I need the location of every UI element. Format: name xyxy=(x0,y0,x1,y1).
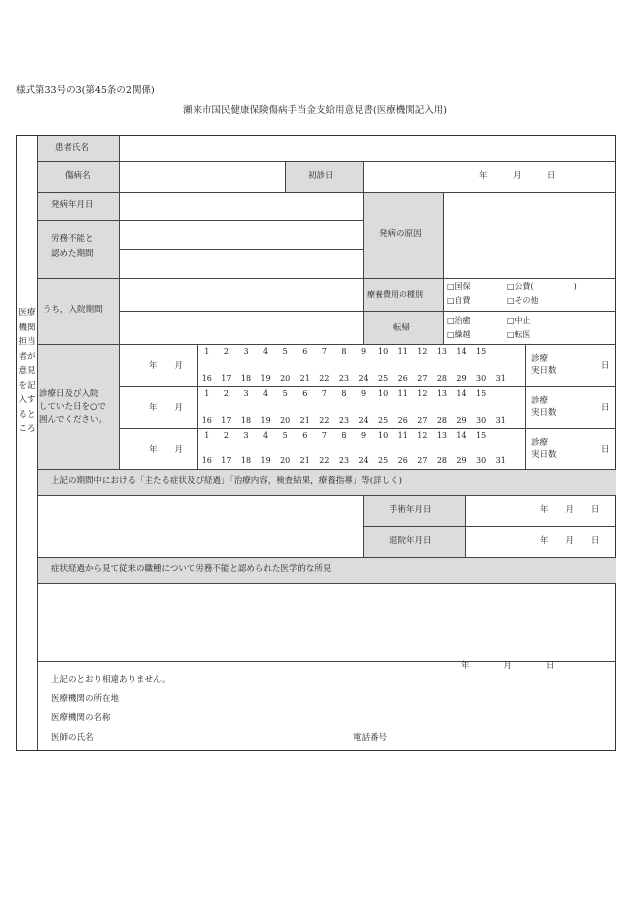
calendar-day[interactable]: 11 xyxy=(397,389,408,398)
calendar-day[interactable]: 22 xyxy=(319,374,330,383)
work-incapacity-label-2: 認めた期間 xyxy=(51,249,94,259)
calendar-day[interactable]: 3 xyxy=(243,347,249,356)
cost-option-kohi[interactable]: □公費( ) xyxy=(507,282,577,291)
calendar-instruction-3: 囲んでください。 xyxy=(39,415,108,425)
calendar-day[interactable]: 12 xyxy=(417,347,428,356)
calendar-day[interactable]: 30 xyxy=(476,374,487,383)
calendar-days-1a[interactable] xyxy=(197,347,491,356)
calendar-day[interactable]: 8 xyxy=(341,431,347,440)
onset-date-label: 発病年月日 xyxy=(51,200,94,210)
certification-date: 年 月 日 xyxy=(461,661,555,671)
calendar-instruction-1: 診療日及び入院 xyxy=(39,389,99,399)
calendar-day[interactable]: 31 xyxy=(495,416,506,425)
calendar-day[interactable]: 2 xyxy=(223,431,229,440)
calendar-day[interactable]: 17 xyxy=(221,416,232,425)
calendar-day[interactable]: 10 xyxy=(378,389,389,398)
cost-type-label: 療養費用の種別 xyxy=(367,290,423,299)
calendar-day[interactable]: 19 xyxy=(260,416,271,425)
calendar-day[interactable]: 2 xyxy=(223,347,229,356)
calendar-day[interactable]: 16 xyxy=(201,456,212,465)
calendar-day[interactable]: 23 xyxy=(338,374,350,383)
calendar-day[interactable]: 18 xyxy=(240,456,252,465)
calendar-day[interactable]: 28 xyxy=(436,374,448,383)
calendar-day[interactable]: 9 xyxy=(361,389,367,398)
calendar-day[interactable]: 20 xyxy=(280,416,291,425)
calendar-month-3: 年 月 xyxy=(149,445,184,455)
calendar-day[interactable]: 13 xyxy=(436,389,448,398)
calendar-day[interactable]: 11 xyxy=(397,431,408,440)
outcome-option-carried[interactable]: □繰越 xyxy=(447,330,471,339)
cost-option-kokuho[interactable]: □国保 xyxy=(447,282,471,291)
calendar-day[interactable]: 8 xyxy=(341,389,347,398)
calendar-days-3a[interactable] xyxy=(197,431,491,440)
side-vertical-label: 医療機関担当者が意見を記入するところ xyxy=(18,308,36,434)
form-number: 様式第33号の3(第45条の2関係) xyxy=(16,85,155,96)
calendar-days-2b[interactable] xyxy=(197,416,511,425)
actual-days-label-2b: 実日数 xyxy=(531,408,557,418)
calendar-day[interactable]: 7 xyxy=(321,431,327,440)
calendar-day[interactable]: 14 xyxy=(456,347,467,356)
calendar-day[interactable]: 7 xyxy=(321,347,327,356)
calendar-day[interactable]: 24 xyxy=(358,456,369,465)
actual-days-label-3b: 実日数 xyxy=(531,450,557,460)
calendar-day[interactable]: 31 xyxy=(495,374,506,383)
calendar-days-2a[interactable] xyxy=(197,389,491,398)
calendar-day[interactable]: 30 xyxy=(476,456,487,465)
calendar-day[interactable]: 27 xyxy=(417,456,428,465)
calendar-day[interactable]: 5 xyxy=(282,431,288,440)
actual-days-unit-2: 日 xyxy=(601,403,610,413)
calendar-day[interactable]: 15 xyxy=(476,431,487,440)
calendar-day[interactable]: 20 xyxy=(280,374,291,383)
calendar-day[interactable]: 13 xyxy=(436,431,448,440)
calendar-day[interactable]: 4 xyxy=(263,347,269,356)
calendar-day[interactable]: 15 xyxy=(476,389,487,398)
actual-days-label-1: 診療 xyxy=(531,354,549,364)
actual-days-label-1b: 実日数 xyxy=(531,366,557,376)
calendar-day[interactable]: 16 xyxy=(201,374,212,383)
calendar-day[interactable]: 16 xyxy=(201,416,212,425)
calendar-day[interactable]: 17 xyxy=(221,456,232,465)
calendar-day[interactable]: 27 xyxy=(417,374,428,383)
calendar-month-1: 年 月 xyxy=(149,361,184,371)
calendar-day[interactable]: 24 xyxy=(358,416,369,425)
calendar-day[interactable]: 23 xyxy=(338,416,350,425)
calendar-day[interactable]: 4 xyxy=(263,431,269,440)
actual-days-label-3: 診療 xyxy=(531,438,549,448)
calendar-day[interactable]: 29 xyxy=(456,456,467,465)
calendar-instruction-2: していた日を○で xyxy=(39,402,106,412)
cost-option-jihi[interactable]: □自費 xyxy=(447,296,471,305)
calendar-day[interactable]: 21 xyxy=(299,416,310,425)
calendar-day[interactable]: 29 xyxy=(456,374,467,383)
calendar-day[interactable]: 2 xyxy=(223,389,229,398)
calendar-day[interactable]: 5 xyxy=(282,389,288,398)
calendar-day[interactable]: 29 xyxy=(456,416,467,425)
form-title: 瀬来市国民健康保険傷病手当金支給用意見書(医療機関記入用) xyxy=(183,105,447,116)
calendar-day[interactable]: 6 xyxy=(302,431,308,440)
calendar-day[interactable]: 12 xyxy=(417,431,428,440)
calendar-day[interactable]: 10 xyxy=(378,431,389,440)
surgery-date-label: 手術年月日 xyxy=(389,505,432,515)
outcome-option-stopped[interactable]: □中止 xyxy=(507,316,531,325)
calendar-day[interactable]: 28 xyxy=(436,456,448,465)
cost-option-other[interactable]: □その他 xyxy=(507,296,539,305)
hospitalization-label: うち，入院期間 xyxy=(43,305,103,315)
calendar-day[interactable]: 18 xyxy=(240,416,252,425)
calendar-day[interactable]: 26 xyxy=(397,416,408,425)
actual-days-unit-1: 日 xyxy=(601,361,610,371)
outcome-option-cured[interactable]: □治癒 xyxy=(447,316,471,325)
calendar-day[interactable]: 9 xyxy=(361,347,367,356)
institution-location-label: 医療機関の所在地 xyxy=(51,694,120,704)
calendar-days-1b[interactable] xyxy=(197,374,511,383)
opinion-form xyxy=(16,135,616,751)
calendar-day[interactable]: 8 xyxy=(341,347,347,356)
medical-opinion-heading: 症状経過から見て従来の職種について労務不能と認められた医学的な所見 xyxy=(51,564,332,574)
calendar-day[interactable]: 21 xyxy=(299,456,310,465)
calendar-day[interactable]: 7 xyxy=(321,389,327,398)
calendar-day[interactable]: 13 xyxy=(436,347,448,356)
symptoms-heading: 上記の期間中における「主たる症状及び経過」「治療内容，検査結果，療養指導」等(詳しく) xyxy=(51,476,402,486)
calendar-day[interactable]: 25 xyxy=(378,374,389,383)
calendar-day[interactable]: 14 xyxy=(456,389,467,398)
calendar-day[interactable]: 4 xyxy=(263,389,269,398)
calendar-day[interactable]: 26 xyxy=(397,374,408,383)
outcome-label: 転帰 xyxy=(393,323,411,333)
phone-number-label: 電話番号 xyxy=(353,733,388,743)
disease-name-label: 傷病名 xyxy=(65,171,91,181)
calendar-day[interactable]: 17 xyxy=(221,374,232,383)
first-visit-label: 初診日 xyxy=(308,171,334,181)
calendar-day[interactable]: 10 xyxy=(378,347,389,356)
calendar-day[interactable]: 1 xyxy=(204,431,210,440)
patient-name-label: 患者氏名 xyxy=(55,143,90,153)
work-incapacity-label: 労務不能と xyxy=(51,234,94,244)
first-visit-date: 年 月 日 xyxy=(479,171,556,181)
doctor-name-label: 医師の氏名 xyxy=(51,733,94,743)
calendar-days-3b[interactable] xyxy=(197,456,511,465)
calendar-day[interactable]: 12 xyxy=(417,389,428,398)
calendar-day[interactable]: 30 xyxy=(476,416,487,425)
discharge-date-label: 退院年月日 xyxy=(389,536,432,546)
calendar-day[interactable]: 26 xyxy=(397,456,408,465)
surgery-date-value: 年 月 日 xyxy=(540,505,600,515)
calendar-day[interactable]: 19 xyxy=(260,374,271,383)
calendar-day[interactable]: 3 xyxy=(243,431,249,440)
calendar-day[interactable]: 21 xyxy=(299,374,310,383)
actual-days-unit-3: 日 xyxy=(601,445,610,455)
calendar-day[interactable]: 28 xyxy=(436,416,448,425)
calendar-day[interactable]: 22 xyxy=(319,456,330,465)
calendar-day[interactable]: 25 xyxy=(378,416,389,425)
calendar-month-2: 年 月 xyxy=(149,403,184,413)
calendar-day[interactable]: 9 xyxy=(361,431,367,440)
institution-name-label: 医療機関の名称 xyxy=(51,713,111,723)
onset-cause-label: 発病の原因 xyxy=(379,229,422,239)
certification-statement: 上記のとおり相違ありません。 xyxy=(51,675,171,685)
calendar-day[interactable]: 18 xyxy=(240,374,252,383)
calendar-day[interactable]: 23 xyxy=(338,456,350,465)
calendar-day[interactable]: 3 xyxy=(243,389,249,398)
calendar-day[interactable]: 22 xyxy=(319,416,330,425)
calendar-day[interactable]: 6 xyxy=(302,347,308,356)
calendar-day[interactable]: 31 xyxy=(495,456,506,465)
calendar-day[interactable]: 14 xyxy=(456,431,467,440)
outcome-option-transferred[interactable]: □転医 xyxy=(507,330,531,339)
calendar-day[interactable]: 6 xyxy=(302,389,308,398)
calendar-day[interactable]: 1 xyxy=(204,389,210,398)
calendar-day[interactable]: 5 xyxy=(282,347,288,356)
discharge-date-value: 年 月 日 xyxy=(540,536,600,546)
calendar-day[interactable]: 1 xyxy=(204,347,210,356)
actual-days-label-2: 診療 xyxy=(531,396,549,406)
calendar-day[interactable]: 27 xyxy=(417,416,428,425)
calendar-day[interactable]: 20 xyxy=(280,456,291,465)
calendar-day[interactable]: 25 xyxy=(378,456,389,465)
calendar-day[interactable]: 19 xyxy=(260,456,271,465)
calendar-day[interactable]: 11 xyxy=(397,347,408,356)
calendar-day[interactable]: 24 xyxy=(358,374,369,383)
calendar-day[interactable]: 15 xyxy=(476,347,487,356)
